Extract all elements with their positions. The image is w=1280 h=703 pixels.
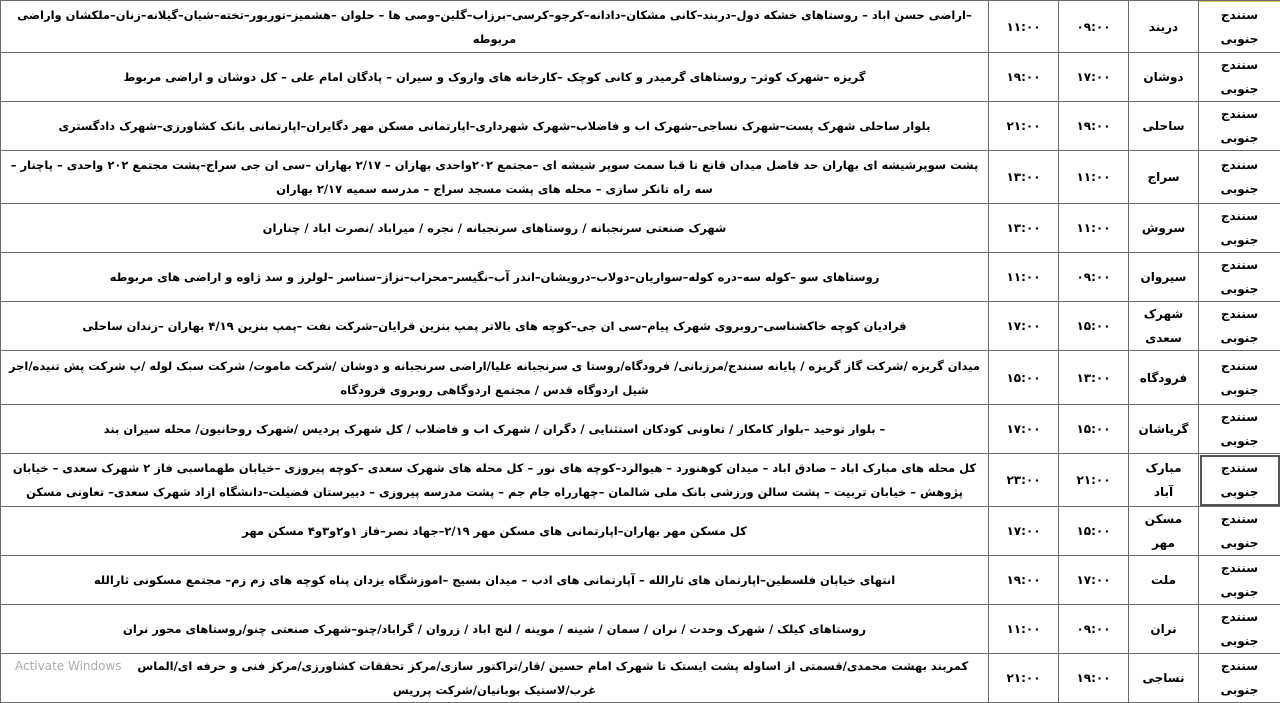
description-cell[interactable]: کل محله های مبارک اباد – صادق اباد – میدان کوهنورد – هیوالرد–کوچه های نور – کل محله های شهرک سعدی –کوچه پیروزی –خیابان طهماسبی فاز ۲ شهرک سعدی – خیابان پژوهش – خیابان تربیت – پشت سالن ورزشی بانک ملی شالمان –چهارراه جام جم – پشت مدرسه پیروزی – دبیرستان فضیلت–دانشگاه ازاد شهرک سعدی– تعاونی مسکن <box>1 454 989 507</box>
end-time-cell[interactable]: ۱۱:۰۰ <box>989 253 1059 302</box>
start-time-cell[interactable]: ۰۹:۰۰ <box>1059 605 1129 654</box>
table-row <box>1 53 1280 102</box>
region-cell[interactable]: سنندج جنوبی <box>1199 253 1280 302</box>
description-cell[interactable] <box>1 654 989 703</box>
area-cell[interactable]: مسکن مهر <box>1129 507 1199 556</box>
end-time-cell[interactable]: ۱۳:۰۰ <box>989 151 1059 204</box>
table-row <box>1 556 1280 605</box>
area-cell[interactable]: سراج <box>1129 151 1199 204</box>
description-cell[interactable]: – بلوار توحید –بلوار کامکار / تعاونی کودکان استثنایی / دگران / شهرک اب و فاضلاب / کل شهرک پردیس /شهرک روحانیون/ محله سیران بند <box>1 405 989 454</box>
region-cell[interactable]: سنندج جنوبی <box>1199 654 1280 703</box>
description-cell[interactable]: قرادیان کوچه خاکشناسی–روبروی شهرک پیام–سی ان جی–کوچه های بالاتر پمپ بنزین قرایان–شرکت نفت –پمپ بنزین ۴/۱۹ بهاران –زندان ساحلی <box>1 302 989 351</box>
region-cell[interactable]: سنندج جنوبی <box>1199 454 1280 507</box>
table-row <box>1 1 1280 53</box>
start-time-cell[interactable]: ۱۳:۰۰ <box>1059 351 1129 405</box>
area-cell[interactable]: دوشان <box>1129 53 1199 102</box>
start-time-cell[interactable]: ۱۵:۰۰ <box>1059 302 1129 351</box>
end-time-cell[interactable]: ۲۳:۰۰ <box>989 454 1059 507</box>
area-cell[interactable]: فرودگاه <box>1129 351 1199 405</box>
end-time-cell[interactable]: ۱۷:۰۰ <box>989 405 1059 454</box>
table-row <box>1 605 1280 654</box>
description-cell[interactable]: گریزه –شهرک کوثر– روستاهای گرمیدر و کانی کوچک –کارخانه های واروک و سیران – پادگان امام علی – کل دوشان و اراضی مربوط <box>1 53 989 102</box>
start-time-cell[interactable]: ۱۷:۰۰ <box>1059 53 1129 102</box>
table-row <box>1 151 1280 204</box>
region-cell[interactable]: سنندج جنوبی <box>1199 102 1280 151</box>
region-cell[interactable]: سنندج جنوبی <box>1199 405 1280 454</box>
area-cell[interactable]: دربند <box>1129 1 1199 53</box>
table-row <box>1 454 1280 507</box>
start-time-cell[interactable]: ۱۱:۰۰ <box>1059 151 1129 204</box>
table-row <box>1 253 1280 302</box>
area-cell[interactable]: نران <box>1129 605 1199 654</box>
end-time-cell[interactable]: ۱۱:۰۰ <box>989 1 1059 53</box>
start-time-cell[interactable]: ۱۷:۰۰ <box>1059 556 1129 605</box>
activate-windows-watermark: Activate Windows <box>15 654 122 678</box>
end-time-cell[interactable]: ۱۱:۰۰ <box>989 605 1059 654</box>
region-cell[interactable]: سنندج جنوبی <box>1199 302 1280 351</box>
end-time-cell[interactable]: ۱۷:۰۰ <box>989 507 1059 556</box>
description-cell[interactable]: روستاهای سو –کوله سه–دره کوله–سواریان–دولاب–درویشان–اندر آب–نگیسر–محراب–نزاز–سناسر –لولرز و سد ژاوه و اراضی های مربوطه <box>1 253 989 302</box>
start-time-cell[interactable]: ۱۱:۰۰ <box>1059 204 1129 253</box>
region-cell[interactable]: سنندج جنوبی <box>1199 556 1280 605</box>
table-row <box>1 302 1280 351</box>
description-cell[interactable]: کل مسکن مهر بهاران–اپارتمانی های مسکن مهر ۲/۱۹–جهاد نصر–فاز ۱و۲و۳و۴ مسکن مهر <box>1 507 989 556</box>
end-time-cell[interactable]: ۲۱:۰۰ <box>989 102 1059 151</box>
area-cell[interactable]: سروش <box>1129 204 1199 253</box>
area-cell[interactable]: شهرک سعدی <box>1129 302 1199 351</box>
start-time-cell[interactable]: ۰۹:۰۰ <box>1059 253 1129 302</box>
end-time-cell[interactable]: ۱۷:۰۰ <box>989 302 1059 351</box>
area-cell[interactable]: نساجی <box>1129 654 1199 703</box>
description-cell[interactable]: میدان گریزه /شرکت گاز گریزه / پایانه سنندج/مرزبانی/ فرودگاه/روستا ی سرنجبانه علیا/اراضی سرنجبانه و دوشان /شرکت ماموت/ شرکت سبک لوله /پ شرکت پش تنیده/اجر شیل اردوگاه قدس / مجتمع اردوگاهی روبروی فرودگاه <box>1 351 989 405</box>
area-cell[interactable]: سیروان <box>1129 253 1199 302</box>
region-cell[interactable]: سنندج جنوبی <box>1199 204 1280 253</box>
table-row <box>1 204 1280 253</box>
end-time-cell[interactable]: ۱۹:۰۰ <box>989 53 1059 102</box>
region-cell[interactable]: سنندج جنوبی <box>1199 605 1280 654</box>
region-cell[interactable]: سنندج جنوبی <box>1199 53 1280 102</box>
region-cell[interactable]: سنندج جنوبی <box>1199 151 1280 204</box>
area-cell[interactable]: ملت <box>1129 556 1199 605</box>
description-cell[interactable]: بلوار ساحلی شهرک پست–شهرک نساجی–شهرک اب و فاضلاب–شهرک شهرداری–اپارتمانی مسکن مهر دگایران–اپارتمانی بانک کشاورزی–شهرک دادگستری <box>1 102 989 151</box>
start-time-cell[interactable]: ۱۵:۰۰ <box>1059 405 1129 454</box>
end-time-cell[interactable]: ۲۱:۰۰ <box>989 654 1059 703</box>
end-time-cell[interactable]: ۱۳:۰۰ <box>989 204 1059 253</box>
description-text: کمربند بهشت محمدی/قسمتی از اساوله پشت ایستک تا شهرک امام حسین /قار/تراکتور سازی/مرکز تحققات کشاورزی/مرکز فنی و حرفه ای/الماس غرب/لاستیک بوبانیان/شرکت پرریس <box>137 659 968 697</box>
description-cell[interactable]: روستاهای کیلک / شهرک وحدت / نران / سمان / شینه / موینه / لنج اباد / زروان / گراباد/چنو–شهرک صنعتی چنو/روستاهای محور نران <box>1 605 989 654</box>
area-cell[interactable]: مبارک آباد <box>1129 454 1199 507</box>
start-time-cell[interactable]: ۱۹:۰۰ <box>1059 102 1129 151</box>
table-row <box>1 654 1280 703</box>
area-cell[interactable]: گریاشان <box>1129 405 1199 454</box>
description-cell[interactable]: پشت سوپرشیشه ای بهاران حد فاصل میدان قانع تا قبا سمت سوپر شیشه ای –مجتمع ۲۰۲واحدی بهاران – ۲/۱۷ بهاران –سی ان جی سراج–پشت مجتمع ۲۰۲ واحدی – پاچنار – سه راه تانکر سازی – محله های پشت مسجد سراج – مدرسه سمیه ۲/۱۷ بهاران <box>1 151 989 204</box>
start-time-cell[interactable]: ۲۱:۰۰ <box>1059 454 1129 507</box>
start-time-cell[interactable]: ۱۹:۰۰ <box>1059 654 1129 703</box>
table-row <box>1 351 1280 405</box>
description-cell[interactable]: شهرک صنعتی سرنجبانه / روستاهای سرنجبانه / نجره / میراباد /نصرت اباد / چناران <box>1 204 989 253</box>
description-cell[interactable]: –اراضی حسن اباد – روستاهای خشکه دول–دربند–کانی مشکان–دادانه–کرجو–کرسی–برزاب–گلین–وصی ها – حلوان –هشمیز–توریور–تخته–شیان–گیلانه–زنان–ملکشان واراضی مربوطه <box>1 1 989 53</box>
end-time-cell[interactable]: ۱۵:۰۰ <box>989 351 1059 405</box>
area-cell[interactable]: ساحلی <box>1129 102 1199 151</box>
end-time-cell[interactable]: ۱۹:۰۰ <box>989 556 1059 605</box>
region-cell[interactable]: سنندج جنوبی <box>1199 351 1280 405</box>
region-cell[interactable]: سنندج جنوبی <box>1199 1 1280 53</box>
start-time-cell[interactable]: ۰۹:۰۰ <box>1059 1 1129 53</box>
table-row <box>1 102 1280 151</box>
region-cell[interactable]: سنندج جنوبی <box>1199 507 1280 556</box>
table-row <box>1 507 1280 556</box>
table-row <box>1 405 1280 454</box>
start-time-cell[interactable]: ۱۵:۰۰ <box>1059 507 1129 556</box>
description-cell[interactable]: انتهای خیابان فلسطین–اپارتمان های ثارالله – آپارتمانی های ادب – میدان بسیج –اموزشگاه یزدان پناه کوچه های زم زم– مجتمع مسکونی ثارالله <box>1 556 989 605</box>
